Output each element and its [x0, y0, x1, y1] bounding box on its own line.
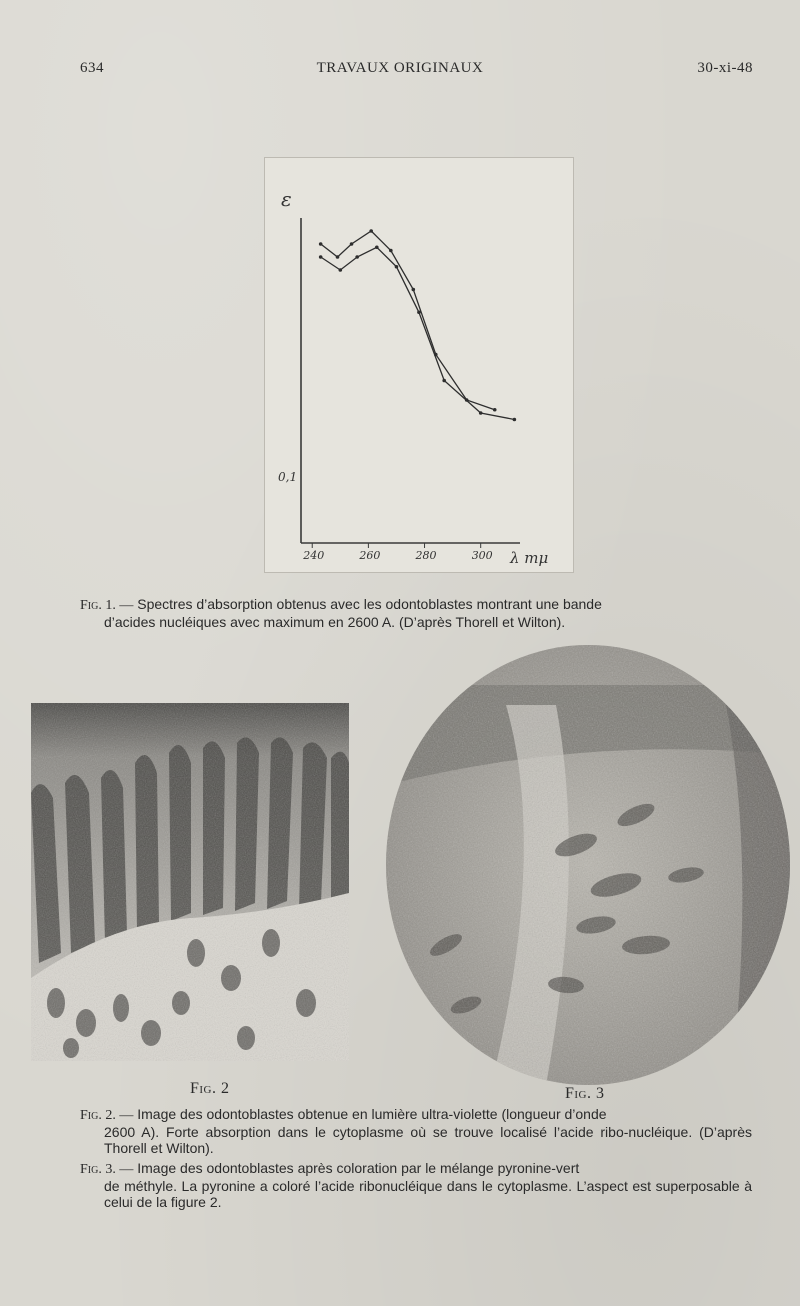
figure-1-caption-text: Spectres d’absorption obtenus avec les odontoblastes montrant une bande [137, 596, 602, 612]
spectrum-point [395, 265, 399, 269]
uv-micrograph-image [31, 703, 349, 1061]
spectrum-point [389, 249, 393, 253]
figure-2-uv-micrograph [31, 703, 349, 1061]
x-tick-label: 240 [303, 549, 325, 562]
spectrum-point [412, 288, 416, 292]
spectrum-point [479, 411, 483, 415]
figure-3-caption-lead: Fig. 3. — [80, 1162, 134, 1177]
y-tick-label: 0,1 [278, 470, 298, 484]
spectrum-point [493, 408, 497, 412]
spectrum-point [513, 418, 517, 422]
y-axis-label: ε [281, 187, 292, 211]
x-tick-label: 300 [471, 549, 493, 562]
figure-3-caption-text: Image des odontoblastes après coloration par le mélange pyronine-vert [137, 1160, 580, 1176]
spectrum-point [375, 245, 379, 249]
figure-3-stained-micrograph [386, 645, 790, 1085]
figure-2-label: Fig. 2 [190, 1080, 230, 1097]
figure-1-caption [80, 596, 752, 631]
spectrum-point [319, 242, 323, 246]
spectrum-point [350, 242, 354, 246]
figure-1-caption-continuation: d’acides nucléiques avec maximum en 2600 A. (D’après Thorell et Wilton). [104, 614, 566, 630]
figure-2-caption-continuation: 2600 A). Forte absorption dans le cytoplasme où se trouve localisé l’acide ribo-nucléique. (D’après Thorell et Wilton). [104, 1124, 752, 1156]
figure-1-absorption-spectrum [264, 157, 574, 573]
issue-date: 30-xi-48 [697, 60, 753, 76]
spectrum-point [442, 379, 446, 383]
figure-2-caption [80, 1106, 752, 1156]
figure-3-label: Fig. 3 [565, 1085, 605, 1102]
figure-2-caption-text: Image des odontoblastes obtenue en lumière ultra-violette (longueur d’onde [137, 1106, 607, 1122]
spectrum-point [417, 310, 421, 314]
x-axis-label: λ mμ [510, 549, 549, 567]
spectrum-point [336, 255, 340, 259]
page-header [0, 60, 800, 84]
x-tick-label: 280 [415, 549, 437, 562]
figure-2-caption-lead: Fig. 2. — [80, 1108, 134, 1123]
spectrum-point [339, 268, 343, 272]
spectrum-point [369, 229, 373, 233]
absorption-chart [265, 158, 573, 572]
figure-1-caption-lead: Fig. 1. — [80, 598, 134, 613]
spectrum-line-2 [321, 247, 515, 419]
page-number: 634 [80, 60, 104, 76]
spectrum-point [319, 255, 323, 259]
figure-3-caption [80, 1160, 752, 1210]
stained-micrograph-image [386, 645, 790, 1085]
spectrum-point [355, 255, 359, 259]
spectrum-line-1 [321, 231, 495, 410]
figure-3-caption-continuation: de méthyle. La pyronine a coloré l’acide ribonucléique dans le cytoplasme. L’aspect est superposable à celui de la figure 2. [104, 1178, 752, 1210]
x-tick-label: 260 [359, 549, 381, 562]
running-title: TRAVAUX ORIGINAUX [316, 60, 484, 76]
